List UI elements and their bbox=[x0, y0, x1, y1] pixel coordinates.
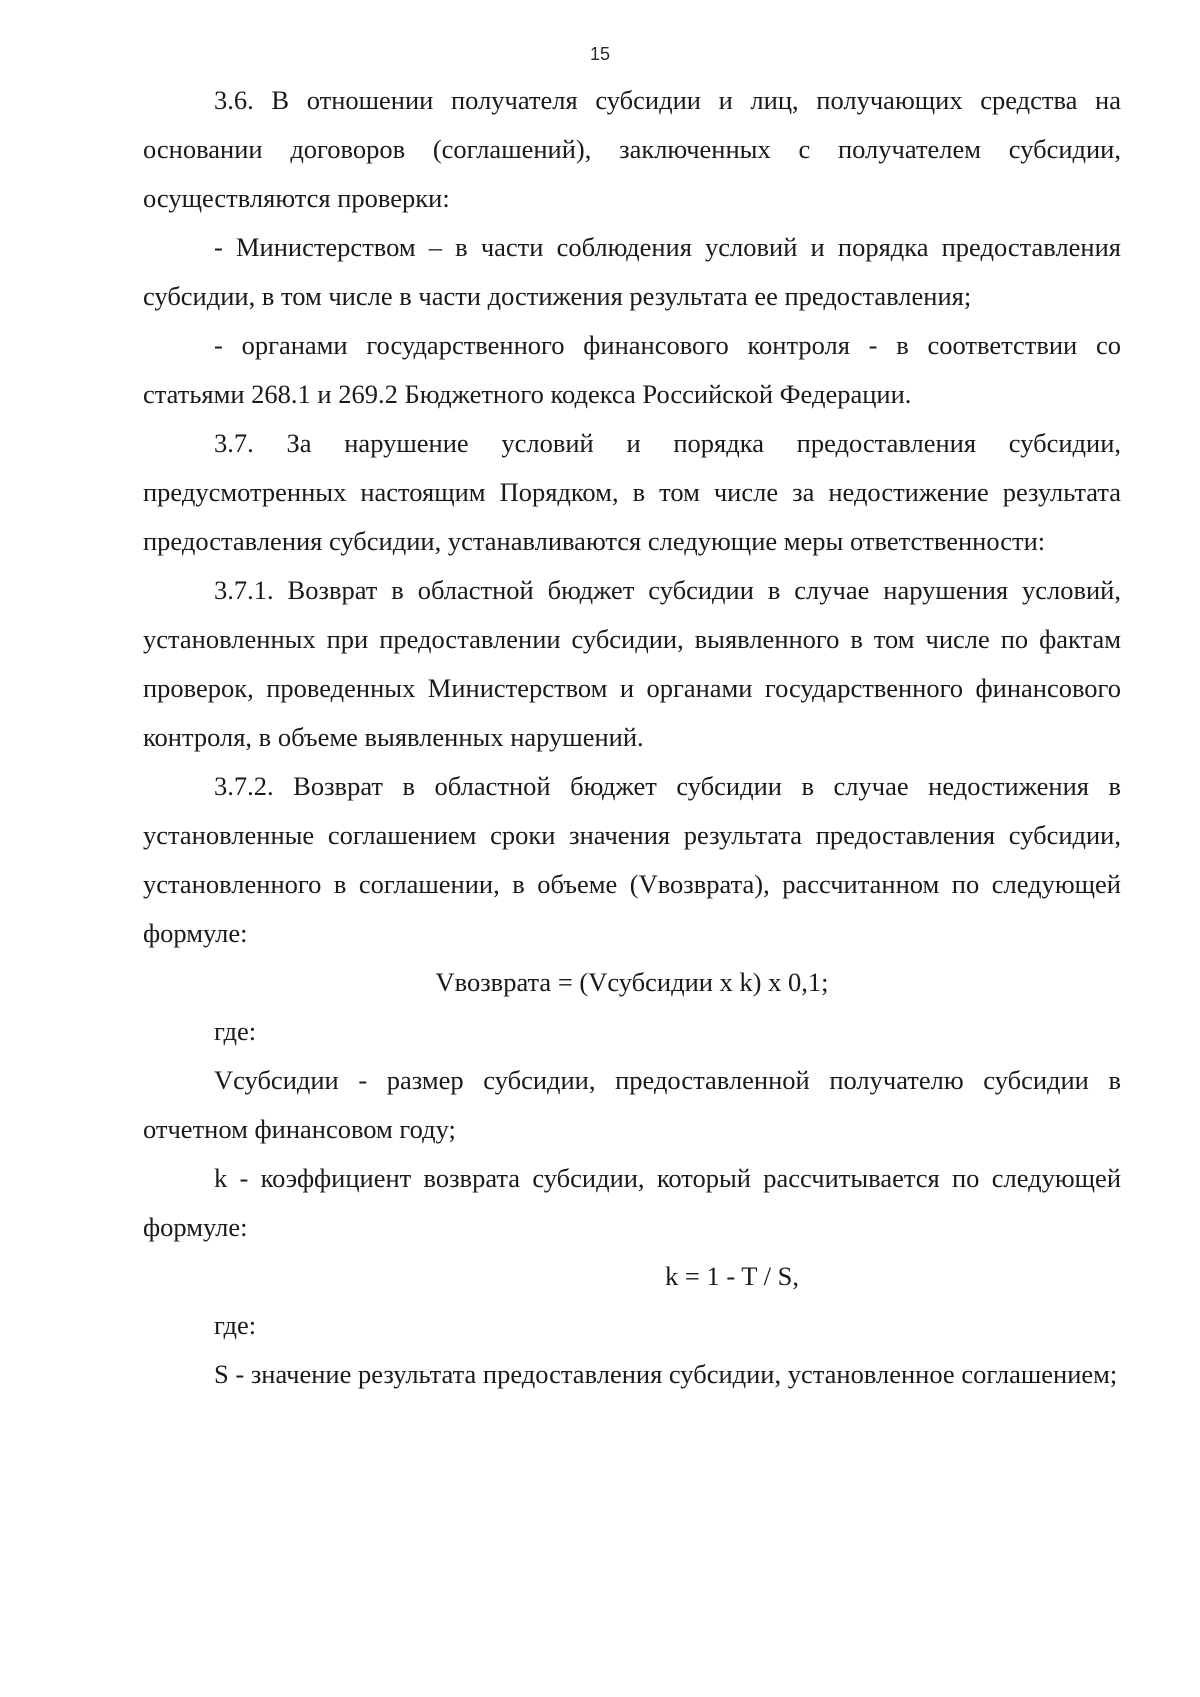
paragraph-finance-control-checks: - органами государственного финансового контроля - в соответствии со статьями 268.1 и 269.2 Бюджетного кодекса Российской Федерации. bbox=[143, 330, 1121, 409]
formula-return-volume: Vвозврата = (Vсубсидии x k) x 0,1; bbox=[435, 967, 829, 997]
paragraph-3-7-1: 3.7.1. Возврат в областной бюджет субсидии в случае нарушения условий, установленных при предоставлении субсидии, выявленного в том числе по фактам проверок, проведенных Министерством и органами государственного финансового контроля, в объеме выявленных нарушений. bbox=[143, 575, 1121, 752]
where-label: где: bbox=[214, 1016, 257, 1046]
definition-s: S - значение результата предоставления субсидии, установленное соглашением; bbox=[214, 1359, 1118, 1389]
document-body bbox=[143, 76, 1121, 1399]
where-label: где: bbox=[214, 1310, 257, 1340]
paragraph-ministry-checks: - Министерством – в части соблюдения условий и порядка предоставления субсидии, в том числе в части достижения результата ее предоставления; bbox=[143, 232, 1121, 311]
definition-k: k - коэффициент возврата субсидии, который рассчитывается по следующей формуле: bbox=[143, 1163, 1121, 1242]
formula-coefficient-k: k = 1 - T / S, bbox=[665, 1261, 799, 1291]
paragraph-3-7: 3.7. За нарушение условий и порядка предоставления субсидии, предусмотренных настоящим Порядком, в том числе за недостижение результата предоставления субсидии, устанавливаются следующие меры ответственности: bbox=[143, 428, 1121, 556]
paragraph-3-6: 3.6. В отношении получателя субсидии и лиц, получающих средства на основании договоров (соглашений), заключенных с получателем субсидии, осуществляются проверки: bbox=[143, 85, 1121, 213]
paragraph-3-7-2: 3.7.2. Возврат в областной бюджет субсидии в случае недостижения в установленные соглашением сроки значения результата предоставления субсидии, установленного в соглашении, в объеме (Vвозврата), рассчитанном по следующей формуле: bbox=[143, 771, 1121, 948]
page-number: 15 bbox=[589, 44, 611, 64]
definition-vsubsidy: Vсубсидии - размер субсидии, предоставленной получателю субсидии в отчетном финансовом году; bbox=[143, 1065, 1121, 1144]
